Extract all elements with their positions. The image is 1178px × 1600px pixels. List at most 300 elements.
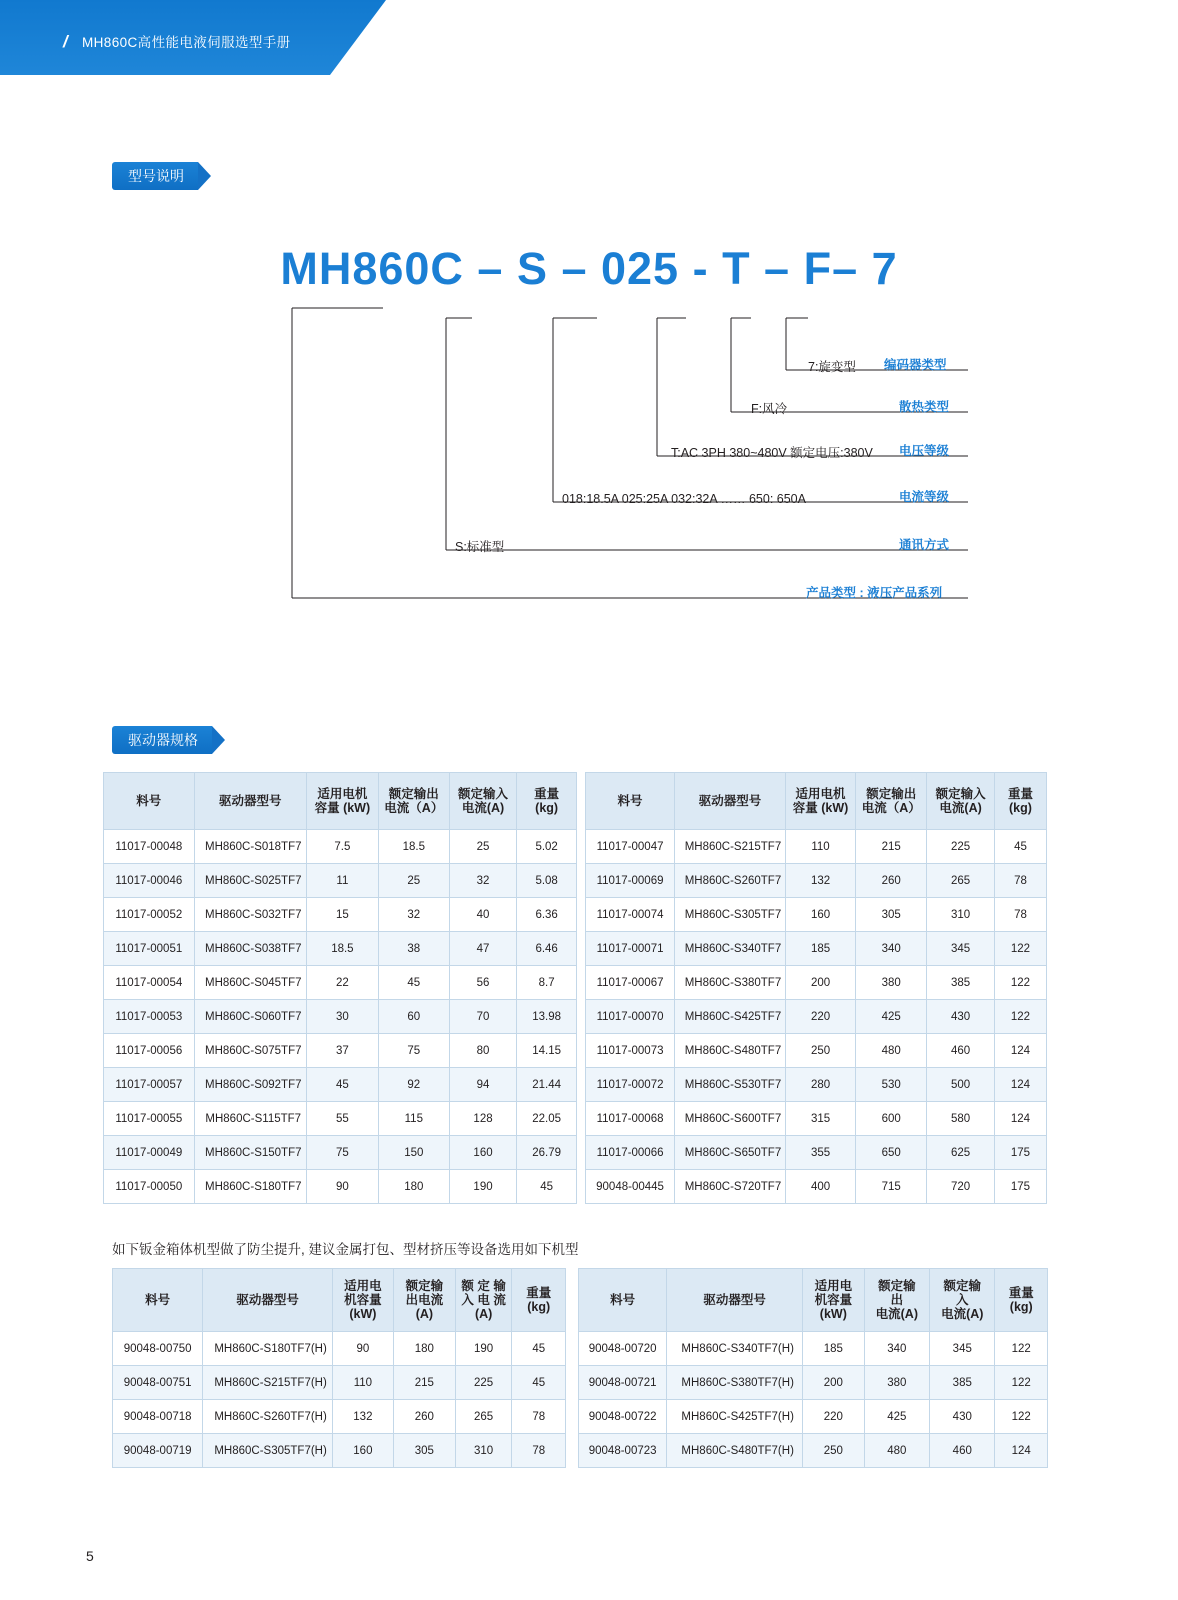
table-cell: 90048-00721 — [579, 1366, 667, 1400]
table-cell: 56 — [449, 966, 516, 1000]
col-part-number: 料号 — [579, 1269, 667, 1332]
col-rated-output-current-l1: 额定输出 — [866, 787, 917, 801]
col-rated-input-current-l1: 额定输入 — [935, 787, 986, 801]
table-cell: 80 — [449, 1034, 516, 1068]
table-cell: 122 — [994, 966, 1046, 1000]
table-row — [586, 1136, 1047, 1170]
table-row — [586, 1170, 1047, 1204]
table-cell: 11017-00057 — [104, 1068, 195, 1102]
table-row — [579, 1434, 1048, 1468]
table-cell: 78 — [512, 1400, 566, 1434]
table-cell: 11017-00073 — [586, 1034, 675, 1068]
table-cell: 38 — [378, 932, 449, 966]
table-cell: 160 — [449, 1136, 516, 1170]
table-cell: 75 — [306, 1136, 378, 1170]
table-cell: 8.7 — [517, 966, 577, 1000]
sheet-table-right-body — [579, 1332, 1048, 1468]
table-cell: 94 — [449, 1068, 516, 1102]
table-cell: MH860C-S038TF7 — [194, 932, 306, 966]
table-cell: 115 — [378, 1102, 449, 1136]
table-cell: 250 — [803, 1434, 865, 1468]
table-cell: 11017-00056 — [104, 1034, 195, 1068]
table-cell: 430 — [930, 1400, 995, 1434]
table-cell: 132 — [332, 1400, 393, 1434]
col-rated-output-current-l2: 电流（A） — [384, 801, 444, 815]
col-weight-l2: (kg) — [1009, 1300, 1033, 1314]
table-cell: 75 — [378, 1034, 449, 1068]
table-cell: MH860C-S260TF7 — [675, 864, 786, 898]
table-cell: 175 — [994, 1170, 1046, 1204]
table-row — [579, 1400, 1048, 1434]
table-cell: MH860C-S018TF7 — [194, 830, 306, 864]
table-cell: 345 — [927, 932, 995, 966]
table-cell: MH860C-S600TF7 — [675, 1102, 786, 1136]
table-header-row — [579, 1269, 1048, 1332]
table-cell: 11017-00068 — [586, 1102, 675, 1136]
legend-name-cooling: 散热类型 — [899, 400, 950, 414]
spec-table-left — [103, 772, 577, 1204]
legend-code-current: 018:18.5A 025:25A 032:32A …… 650: 650A — [562, 492, 806, 506]
col-weight-l2: (kg) — [1009, 801, 1032, 815]
table-row — [113, 1332, 566, 1366]
table-cell: 90048-00722 — [579, 1400, 667, 1434]
table-row — [104, 1136, 577, 1170]
col-model: 驱动器型号 — [675, 773, 786, 830]
table-cell: 305 — [393, 1434, 455, 1468]
col-model: 驱动器型号 — [194, 773, 306, 830]
table-cell: 625 — [927, 1136, 995, 1170]
table-cell: 11017-00048 — [104, 830, 195, 864]
table-cell: MH860C-S380TF7(H) — [667, 1366, 803, 1400]
table-cell: 132 — [785, 864, 855, 898]
table-row — [104, 1170, 577, 1204]
col-motor-capacity-l3: (kW) — [819, 1307, 847, 1321]
table-cell: MH860C-S480TF7(H) — [667, 1434, 803, 1468]
table-cell: 215 — [393, 1366, 455, 1400]
table-cell: 22.05 — [517, 1102, 577, 1136]
table-cell: 650 — [856, 1136, 927, 1170]
page-number: 5 — [86, 1548, 94, 1564]
table-cell: 225 — [927, 830, 995, 864]
col-rated-output-current-l3: 电流(A) — [875, 1307, 918, 1321]
spec-table-right — [585, 772, 1047, 1204]
table-cell: MH860C-S425TF7 — [675, 1000, 786, 1034]
table-cell: 11017-00047 — [586, 830, 675, 864]
col-motor-capacity-l1: 适用电 — [814, 1279, 853, 1293]
table-cell: 5.08 — [517, 864, 577, 898]
legend-name-encoder: 编码器类型 — [884, 358, 947, 372]
col-rated-input-current-l1: 额定输入 — [458, 787, 509, 801]
table-cell: 90048-00718 — [113, 1400, 203, 1434]
spec-table-right-body — [586, 830, 1047, 1204]
table-cell: 45 — [512, 1332, 566, 1366]
col-rated-input-current-l2: 入 — [956, 1293, 969, 1307]
table-cell: 55 — [306, 1102, 378, 1136]
table-row — [104, 830, 577, 864]
table-cell: 460 — [927, 1034, 995, 1068]
table-cell: MH860C-S480TF7 — [675, 1034, 786, 1068]
col-motor-capacity-l3: (kW) — [349, 1307, 377, 1321]
table-cell: 315 — [785, 1102, 855, 1136]
table-cell: 150 — [378, 1136, 449, 1170]
col-rated-output-current-l3: (A) — [415, 1307, 434, 1321]
col-rated-input-current — [455, 1269, 512, 1332]
table-cell: 122 — [995, 1332, 1048, 1366]
col-weight — [995, 1269, 1048, 1332]
table-cell: 90048-00719 — [113, 1434, 203, 1468]
table-cell: 30 — [306, 1000, 378, 1034]
col-rated-input-current — [449, 773, 516, 830]
table-cell: 32 — [449, 864, 516, 898]
table-cell: 92 — [378, 1068, 449, 1102]
table-cell: 185 — [785, 932, 855, 966]
legend-name-voltage: 电压等级 — [899, 444, 950, 458]
table-cell: 11017-00052 — [104, 898, 195, 932]
table-cell: 122 — [995, 1366, 1048, 1400]
table-cell: 78 — [994, 898, 1046, 932]
col-rated-output-current — [378, 773, 449, 830]
table-cell: 21.44 — [517, 1068, 577, 1102]
table-cell: 37 — [306, 1034, 378, 1068]
table-cell: 45 — [306, 1068, 378, 1102]
table-cell: 32 — [378, 898, 449, 932]
table-row — [586, 1068, 1047, 1102]
table-row — [586, 1000, 1047, 1034]
spec-table-left-body — [104, 830, 577, 1204]
table-row — [104, 966, 577, 1000]
col-weight-l2: (kg) — [527, 1300, 551, 1314]
table-cell: 90048-00445 — [586, 1170, 675, 1204]
table-cell: 340 — [856, 932, 927, 966]
col-rated-output-current — [856, 773, 927, 830]
table-cell: 265 — [455, 1400, 512, 1434]
table-cell: 11017-00046 — [104, 864, 195, 898]
col-weight-l1: 重量 — [1007, 787, 1033, 801]
col-rated-output-current-l1: 额定输 — [405, 1279, 444, 1293]
col-rated-output-current — [864, 1269, 929, 1332]
table-cell: 7.5 — [306, 830, 378, 864]
table-row — [586, 966, 1047, 1000]
table-cell: 70 — [449, 1000, 516, 1034]
sheet-table-left — [112, 1268, 566, 1468]
col-motor-capacity — [785, 773, 855, 830]
table-cell: 190 — [455, 1332, 512, 1366]
table-cell: 26.79 — [517, 1136, 577, 1170]
table-cell: 14.15 — [517, 1034, 577, 1068]
table-row — [104, 864, 577, 898]
table-cell: 11017-00070 — [586, 1000, 675, 1034]
sheet-metal-note: 如下钣金箱体机型做了防尘提升, 建议金属打包、型材挤压等设备选用如下机型 — [112, 1242, 579, 1257]
table-cell: MH860C-S340TF7(H) — [667, 1332, 803, 1366]
table-cell: 124 — [994, 1102, 1046, 1136]
legend-code-comm: S:标准型 — [455, 540, 505, 554]
table-cell: 45 — [517, 1170, 577, 1204]
table-cell: 45 — [994, 830, 1046, 864]
table-row — [104, 1068, 577, 1102]
table-cell: 600 — [856, 1102, 927, 1136]
table-cell: 45 — [378, 966, 449, 1000]
col-rated-output-current-l2: 电流（A） — [861, 801, 921, 815]
table-row — [113, 1400, 566, 1434]
table-cell: 6.46 — [517, 932, 577, 966]
table-cell: 385 — [930, 1366, 995, 1400]
table-cell: 11017-00074 — [586, 898, 675, 932]
table-cell: 110 — [332, 1366, 393, 1400]
col-rated-output-current-l2: 出电流 — [405, 1293, 444, 1307]
table-cell: 250 — [785, 1034, 855, 1068]
table-cell: 124 — [994, 1068, 1046, 1102]
table-cell: 11017-00067 — [586, 966, 675, 1000]
col-rated-input-current-l2: 电流(A) — [461, 801, 505, 815]
table-cell: 11017-00069 — [586, 864, 675, 898]
table-cell: 425 — [864, 1400, 929, 1434]
sheet-table-right — [578, 1268, 1048, 1468]
table-cell: 90048-00723 — [579, 1434, 667, 1468]
table-cell: 11017-00049 — [104, 1136, 195, 1170]
table-cell: MH860C-S180TF7(H) — [203, 1332, 333, 1366]
col-model: 驱动器型号 — [203, 1269, 333, 1332]
table-cell: 11 — [306, 864, 378, 898]
header-notch-shape — [330, 0, 1178, 75]
table-cell: MH860C-S305TF7(H) — [203, 1434, 333, 1468]
table-cell: 124 — [994, 1034, 1046, 1068]
table-cell: 18.5 — [306, 932, 378, 966]
table-cell: 190 — [449, 1170, 516, 1204]
table-cell: MH860C-S045TF7 — [194, 966, 306, 1000]
table-cell: 185 — [803, 1332, 865, 1366]
table-cell: 90048-00720 — [579, 1332, 667, 1366]
table-cell: 122 — [994, 1000, 1046, 1034]
col-motor-capacity-l1: 适用电 — [344, 1279, 382, 1293]
table-cell: 11017-00051 — [104, 932, 195, 966]
table-cell: 400 — [785, 1170, 855, 1204]
table-cell: MH860C-S215TF7 — [675, 830, 786, 864]
diagram-lines — [0, 300, 1178, 620]
table-cell: MH860C-S150TF7 — [194, 1136, 306, 1170]
col-rated-input-current-l2: 电流(A) — [939, 801, 982, 815]
table-cell: MH860C-S092TF7 — [194, 1068, 306, 1102]
table-row — [586, 1102, 1047, 1136]
table-cell: 480 — [864, 1434, 929, 1468]
table-cell: 124 — [995, 1434, 1048, 1468]
table-cell: 13.98 — [517, 1000, 577, 1034]
table-cell: 11017-00066 — [586, 1136, 675, 1170]
legend-code-cooling: F:风冷 — [751, 402, 788, 416]
table-header-row — [113, 1269, 566, 1332]
table-cell: 160 — [785, 898, 855, 932]
table-cell: MH860C-S340TF7 — [675, 932, 786, 966]
table-cell: 500 — [927, 1068, 995, 1102]
table-row — [586, 830, 1047, 864]
table-row — [579, 1366, 1048, 1400]
section-tag-model-explain: 型号说明 — [112, 162, 198, 190]
col-motor-capacity-l2: 容量 (kW) — [792, 801, 849, 815]
table-cell: 60 — [378, 1000, 449, 1034]
table-cell: 5.02 — [517, 830, 577, 864]
table-cell: 220 — [785, 1000, 855, 1034]
table-row — [104, 898, 577, 932]
col-weight — [517, 773, 577, 830]
col-rated-input-current-l1: 额定输 — [943, 1279, 982, 1293]
legend-code-voltage: T:AC 3PH 380~480V 额定电压:380V — [671, 446, 873, 460]
table-cell: 25 — [378, 864, 449, 898]
col-rated-input-current-l2: 入 电 流 — [461, 1293, 506, 1307]
table-cell: 460 — [930, 1434, 995, 1468]
table-cell: 22 — [306, 966, 378, 1000]
col-rated-input-current-l3: (A) — [474, 1307, 493, 1321]
table-cell: 40 — [449, 898, 516, 932]
model-code-diagram — [0, 300, 1178, 620]
col-motor-capacity — [803, 1269, 865, 1332]
header-title: MH860C高性能电液伺服选型手册 — [82, 35, 291, 50]
table-cell: 11017-00050 — [104, 1170, 195, 1204]
col-part-number: 料号 — [104, 773, 195, 830]
col-rated-input-current — [927, 773, 995, 830]
table-cell: MH860C-S115TF7 — [194, 1102, 306, 1136]
col-motor-capacity — [306, 773, 378, 830]
col-weight-l2: (kg) — [535, 801, 559, 815]
col-motor-capacity-l1: 适用电机 — [317, 787, 368, 801]
table-cell: 128 — [449, 1102, 516, 1136]
table-cell: 78 — [994, 864, 1046, 898]
table-cell: 18.5 — [378, 830, 449, 864]
legend-name-current: 电流等级 — [899, 490, 950, 504]
table-cell: 380 — [856, 966, 927, 1000]
table-cell: 11017-00053 — [104, 1000, 195, 1034]
legend-name-comm: 通讯方式 — [899, 538, 950, 552]
table-cell: 11017-00054 — [104, 966, 195, 1000]
col-rated-input-current-l1: 额 定 输 — [461, 1279, 506, 1293]
table-cell: 715 — [856, 1170, 927, 1204]
table-cell: 78 — [512, 1434, 566, 1468]
col-rated-output-current-l1: 额定输 — [878, 1279, 916, 1293]
table-cell: 345 — [930, 1332, 995, 1366]
table-cell: 180 — [393, 1332, 455, 1366]
table-cell: 47 — [449, 932, 516, 966]
table-cell: MH860C-S025TF7 — [194, 864, 306, 898]
table-cell: 11017-00055 — [104, 1102, 195, 1136]
table-row — [104, 1102, 577, 1136]
table-cell: 200 — [803, 1366, 865, 1400]
table-cell: 122 — [994, 932, 1046, 966]
table-cell: 6.36 — [517, 898, 577, 932]
table-row — [586, 864, 1047, 898]
table-cell: 90 — [332, 1332, 393, 1366]
table-cell: 225 — [455, 1366, 512, 1400]
col-weight-l1: 重量 — [534, 787, 560, 801]
table-cell: 110 — [785, 830, 855, 864]
table-cell: 11017-00072 — [586, 1068, 675, 1102]
model-code-text: MH860C – S – 025 - T – F– 7 — [280, 243, 898, 294]
table-cell: 265 — [927, 864, 995, 898]
table-cell: MH860C-S305TF7 — [675, 898, 786, 932]
table-cell: 175 — [994, 1136, 1046, 1170]
table-cell: 15 — [306, 898, 378, 932]
table-cell: 385 — [927, 966, 995, 1000]
table-row — [579, 1332, 1048, 1366]
table-cell: 11017-00071 — [586, 932, 675, 966]
legend-code-encoder: 7:旋变型 — [808, 360, 856, 374]
table-row — [586, 1034, 1047, 1068]
col-weight-l1: 重量 — [526, 1286, 552, 1300]
table-cell: 90048-00751 — [113, 1366, 203, 1400]
sheet-table-left-body — [113, 1332, 566, 1468]
table-row — [104, 1034, 577, 1068]
table-cell: MH860C-S180TF7 — [194, 1170, 306, 1204]
table-cell: MH860C-S060TF7 — [194, 1000, 306, 1034]
table-cell: 580 — [927, 1102, 995, 1136]
table-row — [104, 1000, 577, 1034]
col-weight — [994, 773, 1046, 830]
col-motor-capacity-l2: 容量 (kW) — [314, 801, 371, 815]
col-weight-l1: 重量 — [1008, 1286, 1034, 1300]
table-cell: 720 — [927, 1170, 995, 1204]
table-cell: MH860C-S720TF7 — [675, 1170, 786, 1204]
table-row — [104, 932, 577, 966]
table-cell: 180 — [378, 1170, 449, 1204]
col-rated-output-current-l2: 出 — [890, 1293, 904, 1307]
table-cell: MH860C-S425TF7(H) — [667, 1400, 803, 1434]
table-cell: 310 — [455, 1434, 512, 1468]
table-cell: 380 — [864, 1366, 929, 1400]
table-header-row — [104, 773, 577, 830]
table-cell: 480 — [856, 1034, 927, 1068]
col-model: 驱动器型号 — [667, 1269, 803, 1332]
table-cell: 280 — [785, 1068, 855, 1102]
col-motor-capacity-l2: 机容量 — [814, 1293, 853, 1307]
table-header-row — [586, 773, 1047, 830]
table-cell: 530 — [856, 1068, 927, 1102]
col-motor-capacity-l2: 机容量 — [344, 1293, 382, 1307]
table-cell: 122 — [995, 1400, 1048, 1434]
table-cell: 25 — [449, 830, 516, 864]
table-cell: 90 — [306, 1170, 378, 1204]
table-row — [113, 1434, 566, 1468]
table-cell: 220 — [803, 1400, 865, 1434]
page-header — [0, 0, 1178, 75]
table-row — [113, 1366, 566, 1400]
table-row — [586, 932, 1047, 966]
table-cell: MH860C-S530TF7 — [675, 1068, 786, 1102]
table-cell: MH860C-S075TF7 — [194, 1034, 306, 1068]
table-cell: MH860C-S650TF7 — [675, 1136, 786, 1170]
col-weight — [512, 1269, 566, 1332]
header-slash-icon: / — [63, 32, 68, 51]
col-part-number: 料号 — [113, 1269, 203, 1332]
table-cell: 425 — [856, 1000, 927, 1034]
table-cell: MH860C-S215TF7(H) — [203, 1366, 333, 1400]
col-motor-capacity — [332, 1269, 393, 1332]
col-rated-output-current — [393, 1269, 455, 1332]
col-motor-capacity-l1: 适用电机 — [795, 787, 846, 801]
table-cell: MH860C-S032TF7 — [194, 898, 306, 932]
table-cell: 305 — [856, 898, 927, 932]
table-cell: 430 — [927, 1000, 995, 1034]
table-cell: 160 — [332, 1434, 393, 1468]
section-tag-drive-spec: 驱动器规格 — [112, 726, 212, 754]
table-cell: 215 — [856, 830, 927, 864]
table-cell: 340 — [864, 1332, 929, 1366]
table-cell: MH860C-S380TF7 — [675, 966, 786, 1000]
legend-name-product-type: 产品类型 : 液压产品系列 — [806, 586, 943, 600]
col-part-number: 料号 — [586, 773, 675, 830]
col-rated-input-current — [930, 1269, 995, 1332]
table-row — [586, 898, 1047, 932]
table-cell: 260 — [393, 1400, 455, 1434]
table-cell: 200 — [785, 966, 855, 1000]
col-rated-output-current-l1: 额定输出 — [388, 787, 439, 801]
table-cell: 355 — [785, 1136, 855, 1170]
